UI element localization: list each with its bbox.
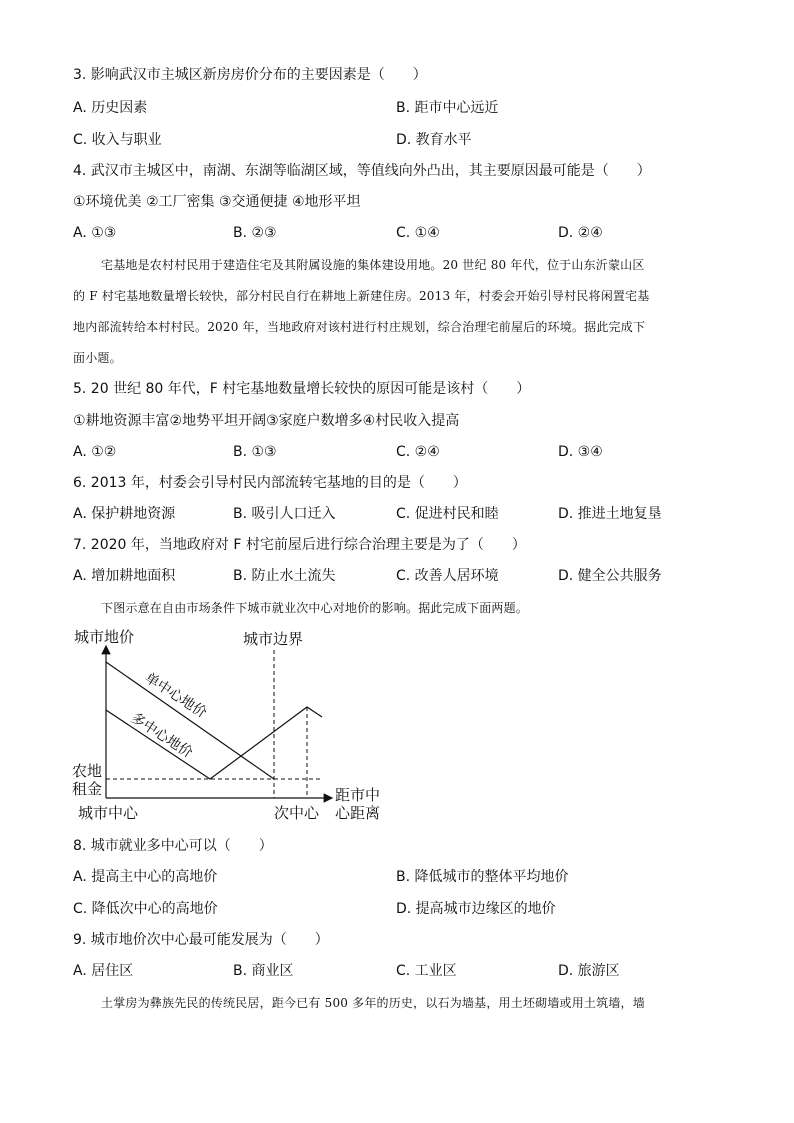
q6-option-d: D. 推进土地复垦 xyxy=(558,506,662,522)
x-axis-label-1: 距市中 xyxy=(335,786,381,804)
land-price-figure xyxy=(60,620,400,830)
single-center-label: 单中心地价 xyxy=(141,669,210,722)
q5-option-a: A. ①② xyxy=(73,444,117,460)
q3-option-a: A. 历史因素 xyxy=(73,100,148,116)
q7-option-b: B. 防止水土流失 xyxy=(233,568,336,584)
q7-option-d: D. 健全公共服务 xyxy=(558,568,662,584)
q7-option-c: C. 改善人居环境 xyxy=(396,568,499,584)
q3-option-b: B. 距市中心远近 xyxy=(396,100,499,116)
passage-1-line-4: 面小题。 xyxy=(73,351,122,365)
q8-option-c: C. 降低次中心的高地价 xyxy=(73,901,218,917)
question-5-stem: 5. 20 世纪 80 年代，F 村宅基地数量增长较快的原因可能是该村（ ） xyxy=(73,381,531,397)
multi-center-label: 多中心地价 xyxy=(127,709,196,762)
question-8-stem: 8. 城市就业多中心可以（ ） xyxy=(73,838,273,854)
q4-option-b: B. ②③ xyxy=(233,225,277,241)
q4-option-c: C. ①④ xyxy=(396,225,440,241)
q6-option-b: B. 吸引人口迁入 xyxy=(233,506,336,522)
q4-option-d: D. ②④ xyxy=(558,225,603,241)
boundary-label: 城市边界 xyxy=(243,630,304,648)
q3-option-c: C. 收入与职业 xyxy=(73,132,162,148)
q5-option-b: B. ①③ xyxy=(233,444,277,460)
q8-option-a: A. 提高主中心的高地价 xyxy=(73,869,218,885)
question-6-stem: 6. 2013 年，村委会引导村民内部流转宅基地的目的是（ ） xyxy=(73,475,467,491)
q7-option-a: A. 增加耕地面积 xyxy=(73,568,176,584)
rent-label-1: 农地 xyxy=(72,762,103,780)
q6-option-a: A. 保护耕地资源 xyxy=(73,506,176,522)
passage-1-line-3: 地内部流转给本村村民。2020 年，当地政府对该村进行村庄规划，综合治理宅前屋后的环境。据此完成下 xyxy=(73,320,646,334)
passage-3: 土掌房为彝族先民的传统民居，距今已有 500 多年的历史，以石为墙基，用土坯砌墙或用土筑墙，墙 xyxy=(101,996,645,1010)
q8-option-d: D. 提高城市边缘区的地价 xyxy=(396,901,556,917)
passage-1-line-1: 宅基地是农村村民用于建造住宅及其附属设施的集体建设用地。20 世纪 80 年代，位于山东沂蒙山区 xyxy=(101,258,645,272)
q5-option-c: C. ②④ xyxy=(396,444,440,460)
q9-option-a: A. 居住区 xyxy=(73,963,134,979)
x-axis-label-2: 心距离 xyxy=(335,804,381,822)
question-4-stem: 4. 武汉市主城区中，南湖、东湖等临湖区域，等值线向外凸出，其主要原因最可能是（ ） xyxy=(73,163,651,179)
rent-label-2: 租金 xyxy=(72,780,103,798)
subcenter-label: 次中心 xyxy=(274,804,320,822)
q4-choices: ①环境优美 ②工厂密集 ③交通便捷 ④地形平坦 xyxy=(73,194,361,210)
passage-1-line-2: 的 F 村宅基地数量增长较快，部分村民自行在耕地上新建住房。2013 年，村委会开始引导村民将闲置宅基 xyxy=(73,289,650,303)
q5-option-d: D. ③④ xyxy=(558,444,603,460)
q6-option-c: C. 促进村民和睦 xyxy=(396,506,499,522)
q5-choices: ①耕地资源丰富②地势平坦开阔③家庭户数增多④村民收入提高 xyxy=(73,413,460,429)
q9-option-d: D. 旅游区 xyxy=(558,963,620,979)
question-7-stem: 7. 2020 年，当地政府对 F 村宅前屋后进行综合治理主要是为了（ ） xyxy=(73,537,526,553)
origin-label: 城市中心 xyxy=(78,804,139,822)
passage-2: 下图示意在自由市场条件下城市就业次中心对地价的影响。据此完成下面两题。 xyxy=(101,601,529,615)
q4-option-a: A. ①③ xyxy=(73,225,117,241)
q3-option-d: D. 教育水平 xyxy=(396,132,472,148)
question-9-stem: 9. 城市地价次中心最可能发展为（ ） xyxy=(73,932,329,948)
q8-option-b: B. 降低城市的整体平均地价 xyxy=(396,869,569,885)
question-3-stem: 3. 影响武汉市主城区新房房价分布的主要因素是（ ） xyxy=(73,67,427,83)
q9-option-b: B. 商业区 xyxy=(233,963,294,979)
y-axis-label: 城市地价 xyxy=(74,628,135,646)
q9-option-c: C. 工业区 xyxy=(396,963,457,979)
